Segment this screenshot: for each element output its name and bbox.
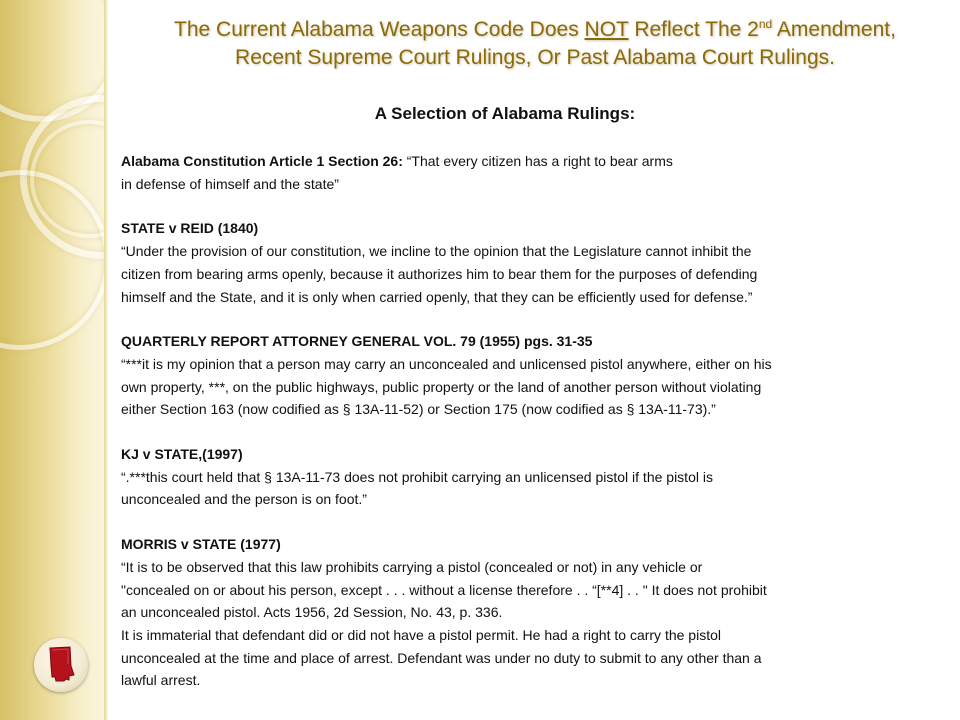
attorney-general-heading: QUARTERLY REPORT ATTORNEY GENERAL VOL. 79 (1955) pgs. 31-35 bbox=[121, 333, 593, 350]
morris-heading: MORRIS v STATE (1977) bbox=[121, 536, 281, 553]
constitution-heading: Alabama Constitution Article 1 Section 26: bbox=[121, 153, 403, 169]
morris-quote-line: “It is to be observed that this law prohibits carrying a pistol (concealed or not) in any vehicle or bbox=[121, 558, 703, 575]
title-text: Amendment, bbox=[772, 18, 896, 41]
constitution-quote: “That every citizen has a right to bear arms bbox=[402, 153, 673, 169]
constitution-quote-cont: in defense of himself and the state” bbox=[121, 175, 339, 192]
alabama-state-icon bbox=[44, 646, 78, 684]
reid-quote-line: citizen from bearing arms openly, because it authorizes him to bear them for the purposes of defending bbox=[121, 265, 758, 282]
title-emphasis: NOT bbox=[584, 18, 629, 41]
morris-quote-line: an unconcealed pistol. Acts 1956, 2d Session, No. 43, p. 336. bbox=[121, 604, 503, 621]
title-line-2: Recent Supreme Court Rulings, Or Past Alabama Court Rulings. bbox=[235, 46, 835, 69]
title-text: The Current Alabama Weapons Code Does bbox=[174, 18, 585, 41]
attorney-general-quote-line: “***it is my opinion that a person may carry an unconcealed and unlicensed pistol anywhere, either on his bbox=[121, 355, 772, 372]
title-text: Reflect The 2 bbox=[628, 18, 759, 41]
slide-title bbox=[120, 16, 950, 72]
alabama-badge bbox=[34, 638, 88, 692]
attorney-general-quote-line: either Section 163 (now codified as § 13A-11-52) or Section 175 (now codified as § 13A-11-73).” bbox=[121, 401, 716, 418]
rulings-body bbox=[121, 150, 933, 692]
section-heading: A Selection of Alabama Rulings: bbox=[374, 104, 636, 123]
reid-quote-line: himself and the State, and it is only when carried openly, that they can be efficiently used for defense.” bbox=[121, 288, 753, 305]
kj-quote-line: “.***this court held that § 13A-11-73 does not prohibit carrying an unlicensed pistol if the pistol is bbox=[121, 468, 713, 485]
title-superscript: nd bbox=[758, 17, 773, 31]
constitution-line bbox=[121, 150, 933, 173]
decorative-sidebar bbox=[0, 0, 108, 720]
kj-quote-line: unconcealed and the person is on foot.” bbox=[121, 491, 367, 508]
title-line-1 bbox=[120, 16, 950, 44]
attorney-general-quote-line: own property, ***, on the public highways, public property or the land of another person without violating bbox=[121, 378, 762, 395]
sidebar-edge bbox=[104, 0, 108, 720]
morris-quote-line: lawful arrest. bbox=[121, 672, 201, 689]
morris-quote-line: "concealed on or about his person, except . . . without a license therefore . . “[**4] . . " It does not prohibit bbox=[121, 581, 767, 598]
kj-heading: KJ v STATE,(1997) bbox=[121, 446, 243, 463]
reid-quote-line: “Under the provision of our constitution, we incline to the opinion that the Legislature cannot inhibit the bbox=[121, 243, 752, 260]
reid-heading: STATE v REID (1840) bbox=[121, 220, 259, 237]
morris-quote-line: It is immaterial that defendant did or did not have a pistol permit. He had a right to carry the pistol bbox=[121, 626, 721, 643]
morris-quote-line: unconcealed at the time and place of arrest. Defendant was under no duty to submit to any other than a bbox=[121, 649, 762, 666]
